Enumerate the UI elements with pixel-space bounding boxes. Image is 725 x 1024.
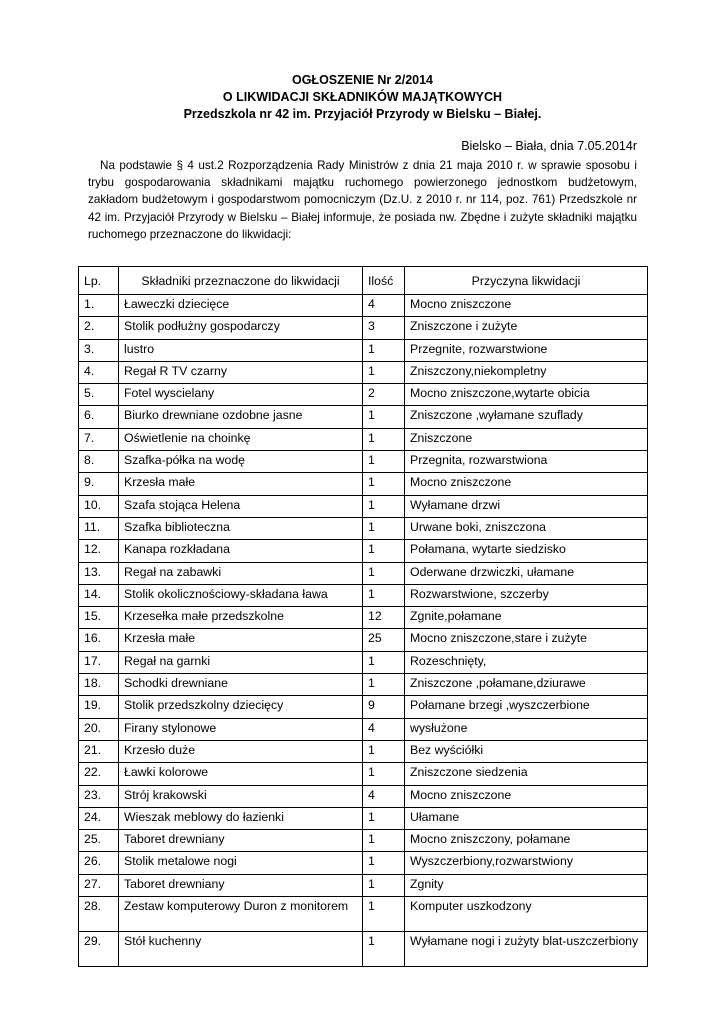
cell-quantity: 1 xyxy=(363,361,405,383)
cell-item: Strój krakowski xyxy=(119,785,363,807)
table-row xyxy=(79,740,648,762)
cell-lp: 3. xyxy=(79,339,119,361)
table-row xyxy=(79,852,648,874)
cell-item: Ławki kolorowe xyxy=(119,763,363,785)
cell-item: Krzesła małe xyxy=(119,629,363,651)
cell-quantity: 1 xyxy=(363,897,405,932)
table-row xyxy=(79,897,648,932)
table-row xyxy=(79,406,648,428)
cell-quantity: 4 xyxy=(363,785,405,807)
cell-lp: 12. xyxy=(79,540,119,562)
cell-lp: 9. xyxy=(79,473,119,495)
table-row xyxy=(79,629,648,651)
cell-item: Stolik podłużny gospodarczy xyxy=(119,317,363,339)
cell-lp: 23. xyxy=(79,785,119,807)
cell-item: Krzesełka małe przedszkolne xyxy=(119,607,363,629)
cell-reason: Połamana, wytarte siedzisko xyxy=(405,540,648,562)
cell-reason: Zniszczone i zużyte xyxy=(405,317,648,339)
cell-quantity: 4 xyxy=(363,295,405,317)
cell-quantity: 25 xyxy=(363,629,405,651)
table-row xyxy=(79,696,648,718)
cell-item: Szafa stojąca Helena xyxy=(119,495,363,517)
table-row xyxy=(79,473,648,495)
cell-reason: Urwane boki, zniszczona xyxy=(405,517,648,539)
cell-reason: Przegnita, rozwarstwiona xyxy=(405,451,648,473)
cell-lp: 1. xyxy=(79,295,119,317)
cell-item: Stolik okolicznościowy-składana ława xyxy=(119,584,363,606)
cell-reason: Zniszczone xyxy=(405,428,648,450)
cell-reason: Przegnite, rozwarstwione xyxy=(405,339,648,361)
cell-item: Stolik przedszkolny dziecięcy xyxy=(119,696,363,718)
intro-paragraph xyxy=(88,157,637,243)
cell-lp: 5. xyxy=(79,384,119,406)
cell-item: Taboret drewniany xyxy=(119,874,363,896)
cell-quantity: 1 xyxy=(363,473,405,495)
cell-lp: 8. xyxy=(79,451,119,473)
table-row xyxy=(79,607,648,629)
cell-reason: Zniszczony,niekompletny xyxy=(405,361,648,383)
cell-quantity: 1 xyxy=(363,540,405,562)
cell-reason: Oderwane drzwiczki, ułamane xyxy=(405,562,648,584)
cell-lp: 26. xyxy=(79,852,119,874)
intro-text: Na podstawie § 4 ust.2 Rozporządzenia Rady Ministrów z dnia 21 maja 2010 r. w sprawie sposobu i trybu gospodarowania składnikami majątku ruchomego powierzonego jednostkom budżetowym, zakładom budżetowym i gospodarstwom pomocniczym (Dz.U. z 2010 r. nr 114, poz. 761) Przedszkole nr 42 im. Przyjaciół Przyrody w Bielsku – Białej informuje, że posiada nw. Zbędne i zużyte składniki majątku ruchomego przeznaczone do likwidacji: xyxy=(88,159,637,241)
cell-quantity: 1 xyxy=(363,451,405,473)
announcement-subject: O LIKWIDACJI SKŁADNIKÓW MAJĄTKOWYCH xyxy=(222,90,503,104)
cell-quantity: 3 xyxy=(363,317,405,339)
cell-lp: 2. xyxy=(79,317,119,339)
cell-lp: 13. xyxy=(79,562,119,584)
cell-item: Biurko drewniane ozdobne jasne xyxy=(119,406,363,428)
cell-item: Regał na garnki xyxy=(119,651,363,673)
place-and-date: Bielsko – Biała, dnia 7.05.2014r xyxy=(461,139,637,153)
table-row xyxy=(79,517,648,539)
table-row xyxy=(79,540,648,562)
cell-reason: Mocno zniszczone xyxy=(405,473,648,495)
table-row xyxy=(79,584,648,606)
cell-quantity: 1 xyxy=(363,931,405,966)
cell-quantity: 1 xyxy=(363,874,405,896)
table-header-row xyxy=(79,267,648,295)
cell-reason: Mocno zniszczone xyxy=(405,785,648,807)
cell-lp: 19. xyxy=(79,696,119,718)
announcement-number: OGŁOSZENIE Nr 2/2014 xyxy=(291,73,434,87)
table-body xyxy=(79,295,648,967)
cell-lp: 4. xyxy=(79,361,119,383)
table-row xyxy=(79,339,648,361)
table-row xyxy=(79,384,648,406)
table-row xyxy=(79,495,648,517)
cell-quantity: 1 xyxy=(363,852,405,874)
cell-lp: 16. xyxy=(79,629,119,651)
table-row xyxy=(79,830,648,852)
cell-item: Krzesło duże xyxy=(119,740,363,762)
table-row xyxy=(79,451,648,473)
cell-quantity: 1 xyxy=(363,428,405,450)
cell-reason: Zniszczone ,wyłamane szuflady xyxy=(405,406,648,428)
cell-item: Schodki drewniane xyxy=(119,674,363,696)
cell-reason: Zniszczone ,połamane,dziurawe xyxy=(405,674,648,696)
cell-item: Stolik metalowe nogi xyxy=(119,852,363,874)
cell-reason: Zgnity xyxy=(405,874,648,896)
cell-reason: Mocno zniszczony, połamane xyxy=(405,830,648,852)
cell-lp: 29. xyxy=(79,931,119,966)
cell-item: Taboret drewniany xyxy=(119,830,363,852)
cell-quantity: 1 xyxy=(363,830,405,852)
cell-reason: Zgnite,połamane xyxy=(405,607,648,629)
table-row xyxy=(79,807,648,829)
table-row xyxy=(79,428,648,450)
cell-item: Szafka biblioteczna xyxy=(119,517,363,539)
header-lp: Lp. xyxy=(79,267,119,295)
table-row xyxy=(79,931,648,966)
cell-item: Firany stylonowe xyxy=(119,718,363,740)
cell-quantity: 1 xyxy=(363,406,405,428)
cell-lp: 20. xyxy=(79,718,119,740)
cell-lp: 14. xyxy=(79,584,119,606)
assets-table xyxy=(78,266,648,967)
cell-lp: 21. xyxy=(79,740,119,762)
cell-item: Szafka-półka na wodę xyxy=(119,451,363,473)
cell-lp: 10. xyxy=(79,495,119,517)
cell-item: Regał R TV czarny xyxy=(119,361,363,383)
cell-reason: wysłużone xyxy=(405,718,648,740)
header-reason: Przyczyna likwidacji xyxy=(405,267,648,295)
cell-item: Oświetlenie na choinkę xyxy=(119,428,363,450)
cell-reason: Bez wyściółki xyxy=(405,740,648,762)
cell-lp: 24. xyxy=(79,807,119,829)
cell-reason: Rozwarstwione, szczerby xyxy=(405,584,648,606)
table-row xyxy=(79,718,648,740)
cell-lp: 27. xyxy=(79,874,119,896)
cell-lp: 22. xyxy=(79,763,119,785)
institution-name: Przedszkola nr 42 im. Przyjaciół Przyrody w Bielsku – Białej. xyxy=(183,107,542,121)
cell-reason: Mocno zniszczone,stare i zużyte xyxy=(405,629,648,651)
table-row xyxy=(79,317,648,339)
cell-item: Regał na zabawki xyxy=(119,562,363,584)
cell-lp: 17. xyxy=(79,651,119,673)
cell-quantity: 1 xyxy=(363,562,405,584)
table-row xyxy=(79,763,648,785)
table-row xyxy=(79,674,648,696)
cell-item: Wieszak meblowy do łazienki xyxy=(119,807,363,829)
table-row xyxy=(79,785,648,807)
cell-reason: Zniszczone siedzenia xyxy=(405,763,648,785)
cell-quantity: 1 xyxy=(363,674,405,696)
table-row xyxy=(79,651,648,673)
cell-quantity: 9 xyxy=(363,696,405,718)
cell-quantity: 1 xyxy=(363,740,405,762)
cell-item: Stół kuchenny xyxy=(119,931,363,966)
cell-lp: 6. xyxy=(79,406,119,428)
cell-item: Kanapa rozkładana xyxy=(119,540,363,562)
cell-quantity: 1 xyxy=(363,495,405,517)
cell-quantity: 1 xyxy=(363,584,405,606)
table-row xyxy=(79,361,648,383)
cell-quantity: 4 xyxy=(363,718,405,740)
cell-reason: Połamane brzegi ,wyszczerbione xyxy=(405,696,648,718)
cell-quantity: 1 xyxy=(363,807,405,829)
cell-item: Krzesła małe xyxy=(119,473,363,495)
cell-reason: Mocno zniszczone,wytarte obicia xyxy=(405,384,648,406)
cell-item: Ławeczki dziecięce xyxy=(119,295,363,317)
table-row xyxy=(79,874,648,896)
cell-quantity: 1 xyxy=(363,517,405,539)
cell-item: Fotel wyscielany xyxy=(119,384,363,406)
cell-lp: 25. xyxy=(79,830,119,852)
cell-lp: 7. xyxy=(79,428,119,450)
cell-lp: 15. xyxy=(79,607,119,629)
cell-quantity: 1 xyxy=(363,651,405,673)
table-row xyxy=(79,562,648,584)
cell-reason: Wyłamane drzwi xyxy=(405,495,648,517)
cell-reason: Mocno zniszczone xyxy=(405,295,648,317)
cell-quantity: 12 xyxy=(363,607,405,629)
cell-item: lustro xyxy=(119,339,363,361)
header-quantity: Ilość xyxy=(363,267,405,295)
cell-lp: 28. xyxy=(79,897,119,932)
cell-quantity: 1 xyxy=(363,339,405,361)
table-row xyxy=(79,295,648,317)
cell-reason: Ułamane xyxy=(405,807,648,829)
cell-reason: Rozeschnięty, xyxy=(405,651,648,673)
cell-item: Zestaw komputerowy Duron z monitorem xyxy=(119,897,363,932)
cell-reason: Komputer uszkodzony xyxy=(405,897,648,932)
cell-lp: 11. xyxy=(79,517,119,539)
cell-lp: 18. xyxy=(79,674,119,696)
cell-reason: Wyłamane nogi i zużyty blat-uszczerbiony xyxy=(405,931,648,966)
header-item: Składniki przeznaczone do likwidacji xyxy=(119,267,363,295)
cell-reason: Wyszczerbiony,rozwarstwiony xyxy=(405,852,648,874)
cell-quantity: 1 xyxy=(363,763,405,785)
cell-quantity: 2 xyxy=(363,384,405,406)
